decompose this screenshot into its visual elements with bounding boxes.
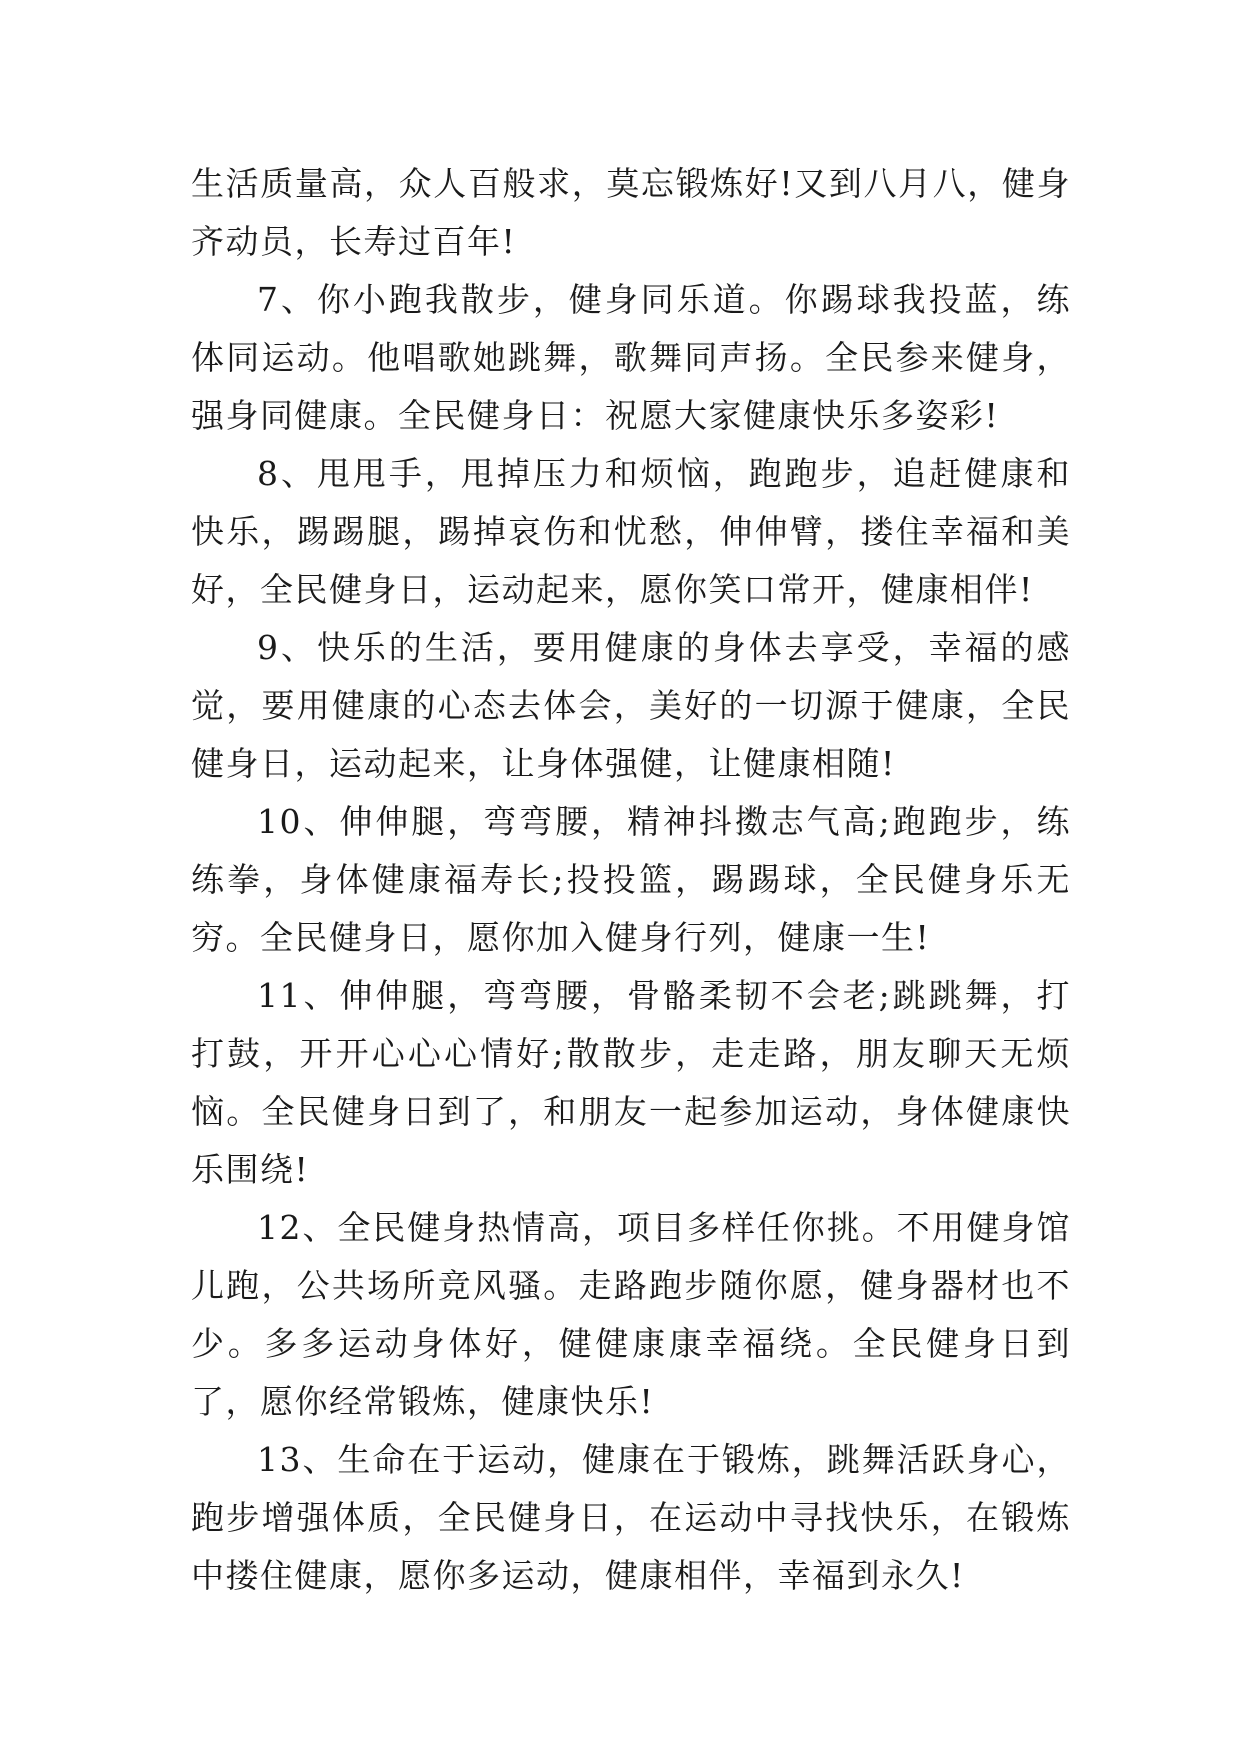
paragraph: 9、快乐的生活，要用健康的身体去享受，幸福的感觉，要用健康的心态去体会，美好的一切源于健康，全民健身日，运动起来，让身体强健，让健康相随! (191, 628, 1071, 783)
paragraph: 10、伸伸腿，弯弯腰，精神抖擞志气高;跑跑步，练练拳，身体健康福寿长;投投篮，踢踢球，全民健身乐无穷。全民健身日，愿你加入健身行列，健康一生! (191, 802, 1071, 957)
document-body (191, 155, 1071, 1605)
paragraph: 12、全民健身热情高，项目多样任你挑。不用健身馆儿跑，公共场所竞风骚。走路跑步随你愿，健身器材也不少。多多运动身体好，健健康康幸福绕。全民健身日到了，愿你经常锻炼，健康快乐! (191, 1208, 1071, 1421)
paragraph: 13、生命在于运动，健康在于锻炼，跳舞活跃身心，跑步增强体质，全民健身日，在运动中寻找快乐，在锻炼中搂住健康，愿你多运动，健康相伴，幸福到永久! (191, 1440, 1071, 1595)
paragraph: 7、你小跑我散步，健身同乐道。你踢球我投蓝，练体同运动。他唱歌她跳舞，歌舞同声扬。全民参来健身，强身同健康。全民健身日：祝愿大家健康快乐多姿彩! (191, 280, 1071, 435)
paragraph: 8、甩甩手，甩掉压力和烦恼，跑跑步，追赶健康和快乐，踢踢腿，踢掉哀伤和忧愁，伸伸臂，搂住幸福和美好，全民健身日，运动起来，愿你笑口常开，健康相伴! (191, 454, 1071, 609)
paragraph: 生活质量高，众人百般求，莫忘锻炼好!又到八月八，健身齐动员，长寿过百年! (191, 164, 1071, 261)
paragraph: 11、伸伸腿，弯弯腰，骨骼柔韧不会老;跳跳舞，打打鼓，开开心心心情好;散散步，走走路，朋友聊天无烦恼。全民健身日到了，和朋友一起参加运动，身体健康快乐围绕! (191, 976, 1071, 1189)
